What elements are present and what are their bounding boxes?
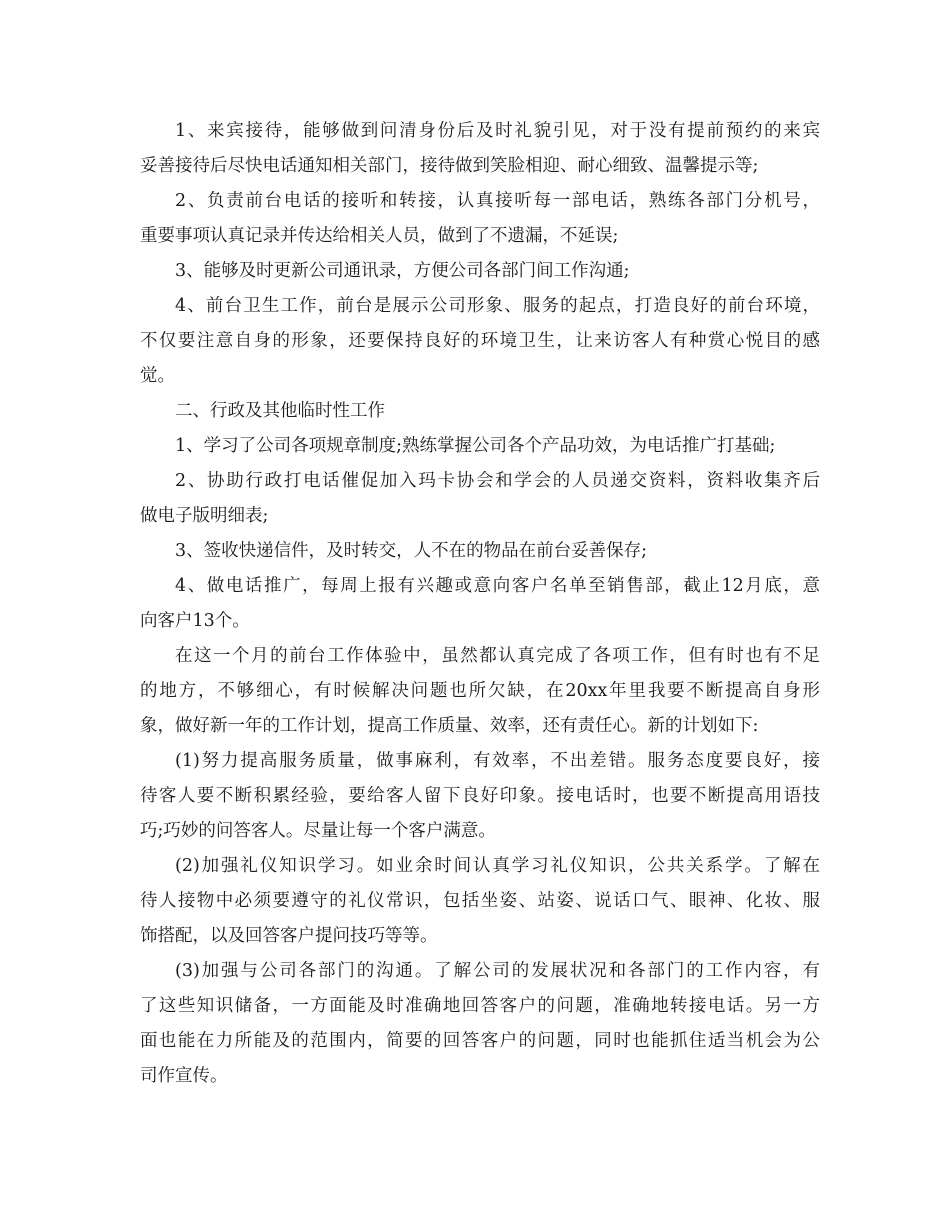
text-line: (1)努力提高服务质量，做事麻利，有效率，不出差错。服务态度要良好，接: [175, 751, 820, 771]
text-line: 2、协助行政打电话催促加入玛卡协会和学会的人员递交资料，资料收集齐后: [175, 471, 820, 491]
text-line: 巧;巧妙的问答客人。尽量让每一个客户满意。: [140, 821, 496, 841]
text-line: 1、来宾接待，能够做到问清身份后及时礼貌引见，对于没有提前预约的来宾: [175, 121, 820, 141]
text-line: 2、负责前台电话的接听和转接，认真接听每一部电话，熟练各部门分机号，: [175, 191, 820, 211]
text-line: 面也能在力所能及的范围内，简要的回答客户的问题，同时也能抓住适当机会为公: [140, 1031, 820, 1051]
text-line: 觉。: [140, 366, 175, 386]
text-line: (2)加强礼仪知识学习。如业余时间认真学习礼仪知识，公共关系学。了解在: [175, 856, 820, 876]
text-line: 做电子版明细表;: [140, 506, 269, 526]
text-line: 了这些知识储备，一方面能及时准确地回答客户的问题，准确地转接电话。另一方: [140, 996, 820, 1016]
text-line: 待客人要不断积累经验，要给客人留下良好印象。接电话时，也要不断提高用语技: [140, 786, 820, 806]
text-line: 1、学习了公司各项规章制度;熟练掌握公司各个产品功效，为电话推广打基础;: [175, 436, 776, 456]
text-line: 在这一个月的前台工作体验中，虽然都认真完成了各项工作，但有时也有不足: [175, 646, 820, 666]
text-line: 妥善接待后尽快电话通知相关部门，接待做到笑脸相迎、耐心细致、温馨提示等;: [140, 156, 759, 176]
text-line: (3)加强与公司各部门的沟通。了解公司的发展状况和各部门的工作内容，有: [175, 961, 820, 981]
text-line: 二、行政及其他临时性工作: [175, 401, 385, 421]
text-line: 司作宣传。: [140, 1066, 228, 1086]
text-line: 饰搭配，以及回答客户提问技巧等等。: [140, 926, 438, 946]
text-line: 待人接物中必须要遵守的礼仪常识，包括坐姿、站姿、说话口气、眼神、化妆、服: [140, 891, 820, 911]
text-line: 重要事项认真记录并传达给相关人员，做到了不遗漏，不延误;: [140, 226, 619, 246]
text-line: 不仅要注意自身的形象，还要保持良好的环境卫生，让来访客人有种赏心悦目的感: [140, 331, 820, 351]
document-body: [140, 114, 820, 1094]
text-line: 3、能够及时更新公司通讯录，方便公司各部门间工作沟通;: [175, 261, 630, 281]
text-line: 象，做好新一年的工作计划，提高工作质量、效率，还有责任心。新的计划如下:: [140, 716, 759, 736]
text-line: 4、前台卫生工作，前台是展示公司形象、服务的起点，打造良好的前台环境，: [175, 296, 820, 316]
text-line: 向客户13个。: [140, 611, 250, 631]
text-line: 的地方，不够细心，有时候解决问题也所欠缺，在20xx年里我要不断提高自身形: [140, 681, 820, 701]
text-line: 3、签收快递信件，及时转交，人不在的物品在前台妥善保存;: [175, 541, 648, 561]
text-line: 4、做电话推广，每周上报有兴趣或意向客户名单至销售部，截止12月底，意: [175, 576, 820, 596]
